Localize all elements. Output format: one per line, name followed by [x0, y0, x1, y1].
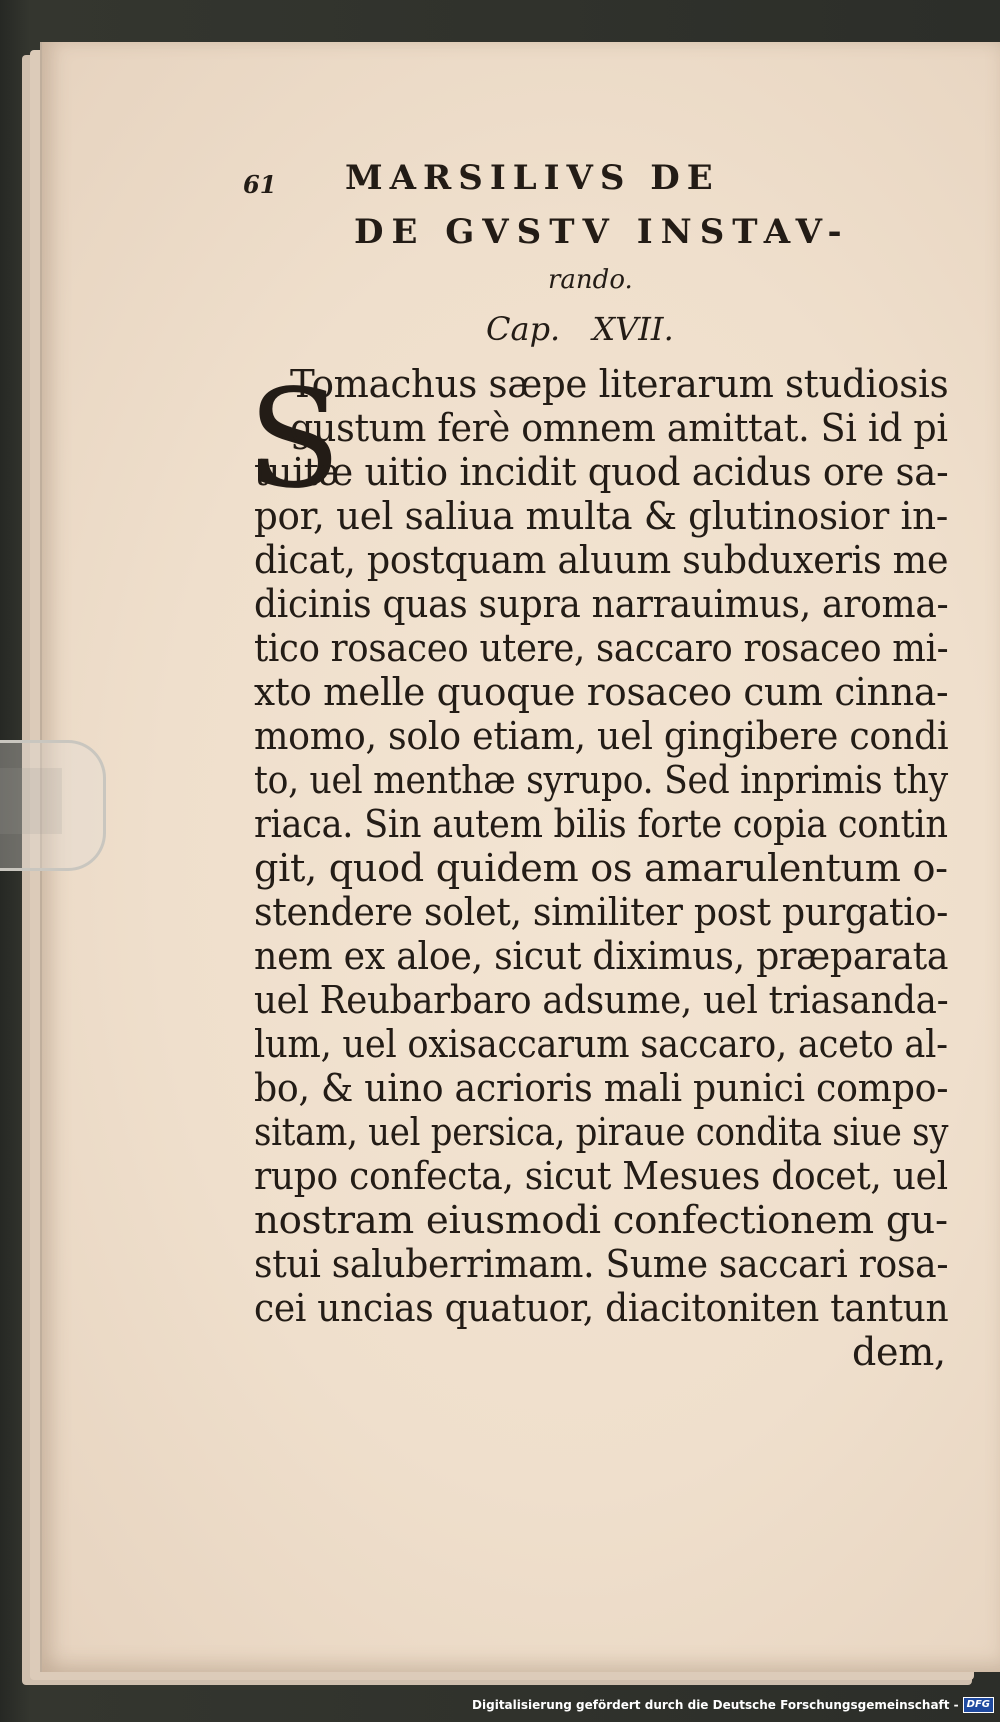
page-folio: 61: [243, 170, 277, 199]
body-line: lum, uel oxisaccarum saccaro, aceto al-: [254, 1022, 948, 1066]
body-line: bo, & uino acrioris mali punici compo-: [254, 1066, 949, 1110]
chapter-title-line1: DE GVSTV INSTAV-: [354, 212, 850, 252]
body-line: tico rosaceo utere, saccaro rosaceo mi-: [254, 626, 949, 670]
digitization-credit: [472, 1694, 994, 1716]
book-clip: [0, 740, 106, 871]
drop-cap: S: [248, 361, 342, 519]
body-line: stendere solet, similiter post purgatio-: [254, 890, 949, 934]
catchword: dem,: [852, 1330, 946, 1374]
body-line: git, quod quidem os amarulentum o-: [254, 846, 948, 890]
body-line: rupo confecta, sicut Mesues docet, uel: [254, 1154, 948, 1198]
body-line: to, uel menthæ syrupo. Sed inprimis thy: [254, 758, 948, 802]
body-line: dicat, postquam aluum subduxeris me: [254, 538, 949, 582]
body-line: nem ex aloe, sicut diximus, præparata: [254, 934, 949, 978]
body-line: cei uncias quatuor, diacitoniten tantun: [254, 1286, 949, 1330]
body-line: gustum ferè omnem amittat. Si id pi: [290, 406, 948, 450]
body-line: sitam, uel persica, piraue condita siue sy: [254, 1110, 949, 1154]
body-line: tuitæ uitio incidit quod acidus ore sa-: [254, 450, 949, 494]
body-line: stui saluberrimam. Sume saccari rosa-: [254, 1242, 949, 1286]
body-line: xto melle quoque rosaceo cum cinna-: [254, 670, 949, 714]
body-line: momo, solo etiam, uel gingibere condi: [254, 714, 949, 758]
body-line: riaca. Sin autem bilis forte copia contin: [254, 802, 948, 846]
dfg-logo: DFG: [963, 1697, 994, 1713]
body-line: uel Reubarbaro adsume, uel triasanda-: [254, 978, 949, 1022]
chapter-number: Cap. XVII.: [486, 310, 674, 348]
chapter-title-line2: rando.: [548, 265, 633, 295]
body-line: nostram eiusmodi confectionem gu-: [254, 1198, 948, 1242]
credit-text: Digitalisierung gefördert durch die Deutsche Forschungsgemeinschaft -: [472, 1698, 959, 1712]
running-head: MARSILIVS DE: [345, 158, 720, 198]
body-line: dicinis quas supra narrauimus, aroma-: [254, 582, 949, 626]
body-line: Tomachus sæpe literarum studiosis: [290, 362, 949, 406]
body-line: por, uel saliua multa & glutinosior in-: [254, 494, 949, 538]
